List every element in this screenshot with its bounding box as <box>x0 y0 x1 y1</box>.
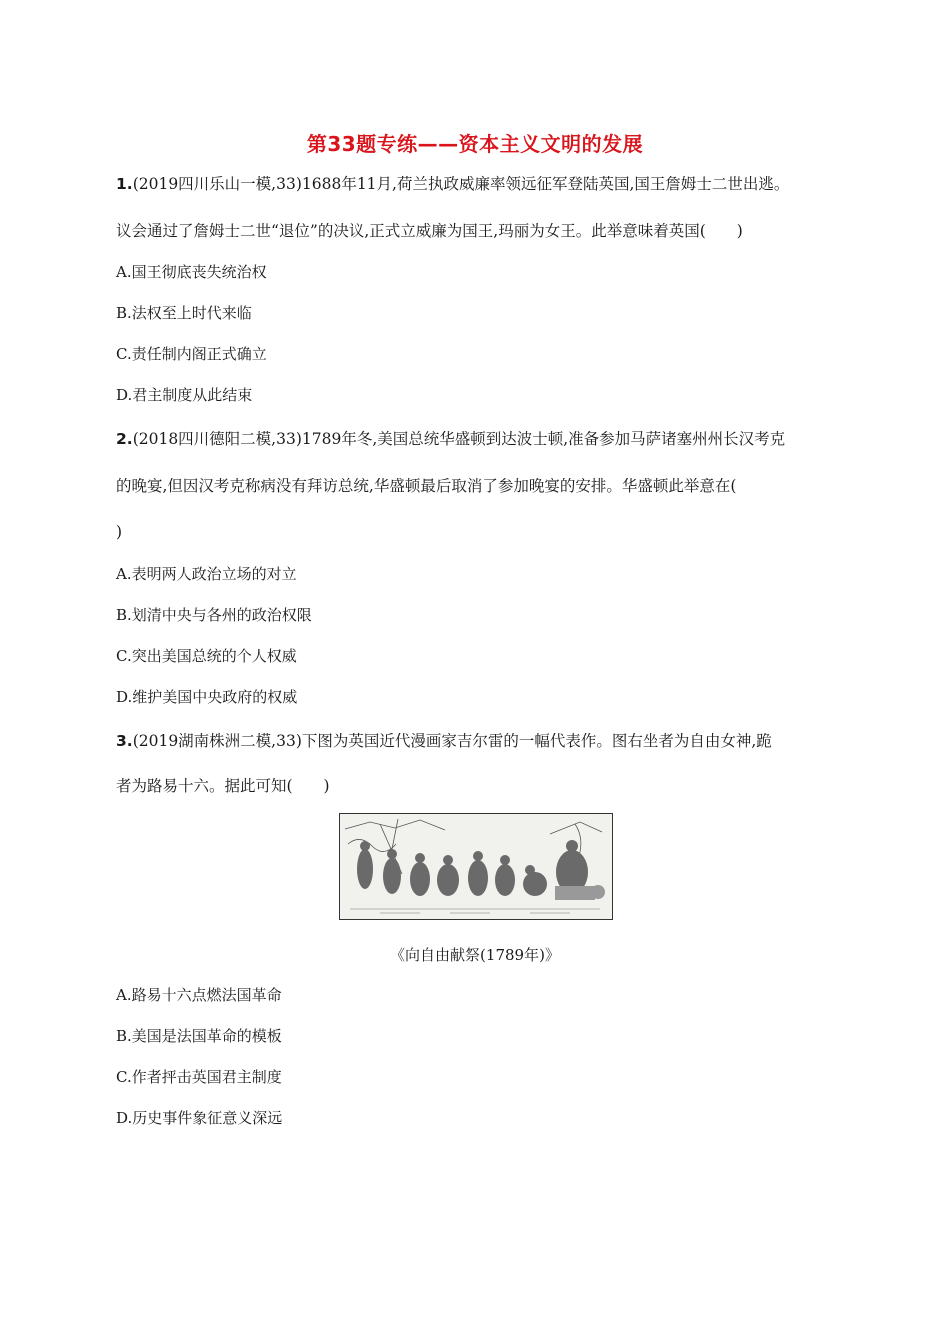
cartoon-sketch <box>340 814 612 919</box>
question-2-number: 2. <box>116 430 133 448</box>
figure-caption: 《向自由献祭(1789年)》 <box>390 946 560 964</box>
question-2-option-c: C.突出美国总统的个人权威 <box>116 647 297 665</box>
question-1-text-1: (2019四川乐山一模,33)1688年11月,荷兰执政威廉率领远征军登陆英国,国王詹姆士二世出逃。 <box>132 175 790 193</box>
question-3-text-1: (2019湖南株洲二模,33)下图为英国近代漫画家吉尔雷的一幅代表作。图右坐者为自由女神,跪 <box>132 732 772 750</box>
question-1-option-c: C.责任制内阁正式确立 <box>116 345 267 363</box>
question-2-text-2: 的晚宴,但因汉考克称病没有拜访总统,华盛顿最后取消了参加晚宴的安排。华盛顿此举意在( <box>116 477 737 495</box>
question-2-line-1 <box>116 429 785 449</box>
question-2-option-d: D.维护美国中央政府的权威 <box>116 688 298 706</box>
question-1-number: 1. <box>116 175 133 193</box>
question-2-text-1: (2018四川德阳二模,33)1789年冬,美国总统华盛顿到达波士顿,准备参加马萨诸塞州州长汉考克 <box>132 430 786 448</box>
question-3-number: 3. <box>116 732 133 750</box>
question-3-option-a: A.路易十六点燃法国革命 <box>116 986 282 1004</box>
question-1-line-1 <box>116 174 789 194</box>
page-title: 第33题专练——资本主义文明的发展 <box>306 132 644 156</box>
question-3-text-2: 者为路易十六。据此可知( ) <box>116 777 330 795</box>
question-3-option-b: B.美国是法国革命的模板 <box>116 1027 282 1045</box>
question-1-option-b: B.法权至上时代来临 <box>116 304 252 322</box>
question-2-text-3: ) <box>116 523 123 541</box>
question-2-option-b: B.划清中央与各州的政治权限 <box>116 606 312 624</box>
question-2-option-a: A.表明两人政治立场的对立 <box>116 565 297 583</box>
question-3-option-c: C.作者抨击英国君主制度 <box>116 1068 282 1086</box>
question-1-option-a: A.国王彻底丧失统治权 <box>116 263 267 281</box>
question-3-line-1 <box>116 731 772 751</box>
question-1-text-2: 议会通过了詹姆士二世“退位”的决议,正式立威廉为国王,玛丽为女王。此举意味着英国( ) <box>116 222 743 240</box>
cartoon-illustration <box>339 813 613 920</box>
question-3-option-d: D.历史事件象征意义深远 <box>116 1109 283 1127</box>
question-1-option-d: D.君主制度从此结束 <box>116 386 253 404</box>
